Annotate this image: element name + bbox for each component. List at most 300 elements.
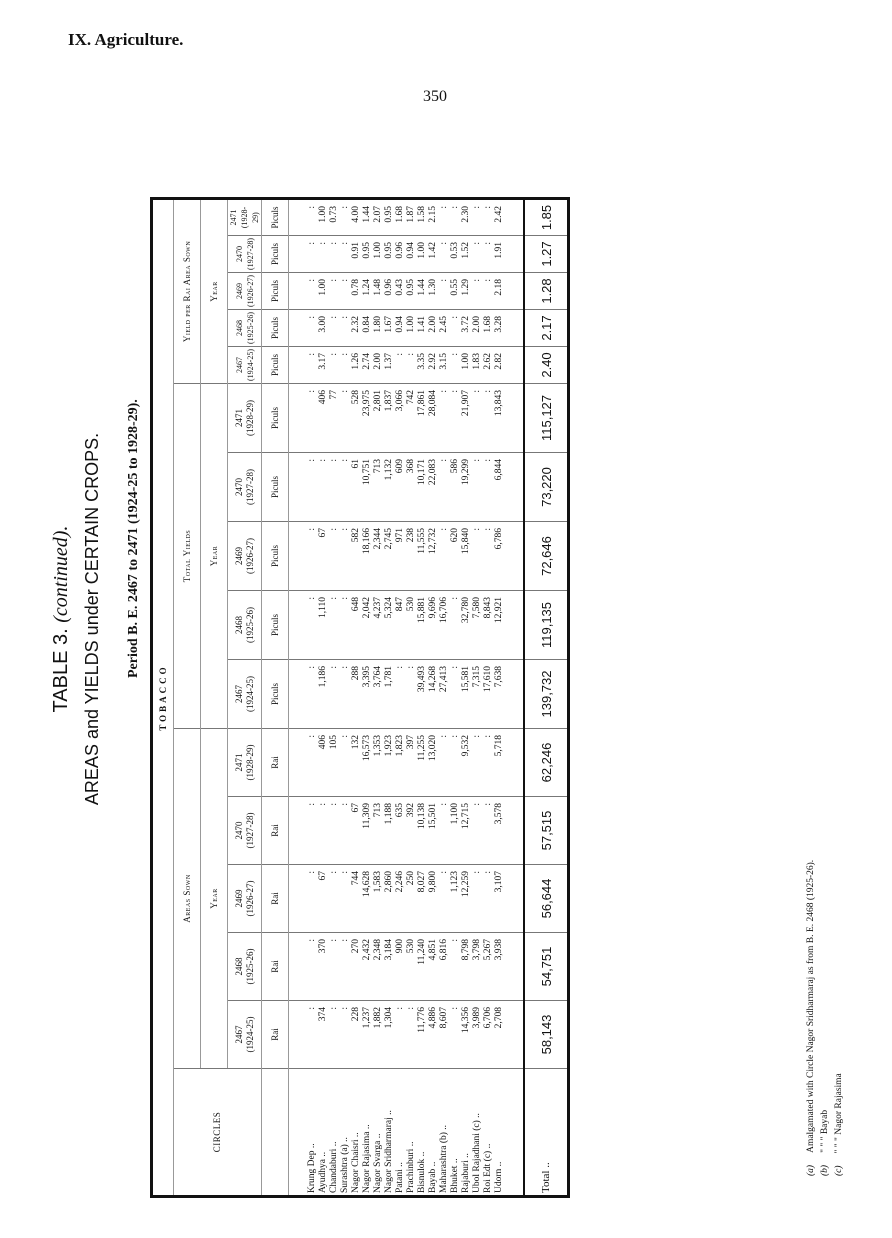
total-area: 58,143	[524, 1001, 569, 1069]
ypr-value: 1.00	[318, 199, 329, 236]
ypr-value: 0.95	[362, 236, 373, 273]
ypr-value: 1.67	[384, 310, 395, 347]
yield-value: 847	[395, 591, 406, 660]
ypr-value: 1.80	[373, 310, 384, 347]
yield-value: 1,132	[384, 453, 395, 522]
area-value: 3,798	[472, 933, 483, 1001]
year-range: (1926-27)	[244, 538, 255, 574]
yield-value: 2,344	[373, 522, 384, 591]
area-value: :	[329, 933, 340, 1001]
yield-value: 77	[329, 384, 340, 453]
yield-value: 10,171	[417, 453, 428, 522]
table-row	[417, 199, 428, 1197]
yield-value: 2,042	[362, 591, 373, 660]
ypr-value: 4.00	[351, 199, 362, 236]
yields-year-2468	[228, 591, 262, 660]
ypr-value: :	[329, 236, 340, 273]
circle-name: Nagor Sridharmaraj ..	[384, 1069, 395, 1197]
yield-value: 2,801	[373, 384, 384, 453]
ypr-value: :	[450, 347, 461, 384]
spacer-cell	[505, 660, 524, 729]
year-be: 2469	[233, 547, 244, 565]
yields-year-2467	[228, 660, 262, 729]
ypr-value: 0.94	[406, 236, 417, 273]
yield-value: 39,493	[417, 660, 428, 729]
yield-value: 528	[351, 384, 362, 453]
unit-blank	[262, 1069, 289, 1197]
unit-rai: Rai	[262, 729, 289, 797]
area-value: 2,348	[373, 933, 384, 1001]
yield-value: :	[450, 384, 461, 453]
yield-value: :	[472, 384, 483, 453]
ypr-value: 1.00	[318, 273, 329, 310]
area-value: 1,188	[384, 797, 395, 865]
footnote-mark: (c)	[834, 1165, 844, 1176]
yield-value: :	[439, 522, 450, 591]
year-header-row	[228, 199, 262, 1197]
footnote-text: Amalgamated with Circle Nagor Sridharmaraj as from B. E. 2468 (1925-26).	[806, 859, 816, 1153]
unit-rai: Rai	[262, 1001, 289, 1069]
yield-value: 15,840	[461, 522, 472, 591]
area-value: 1,823	[395, 729, 406, 797]
area-value: 1,237	[362, 1001, 373, 1069]
ypr-value: 0.55	[450, 273, 461, 310]
spacer-cell	[289, 1001, 308, 1069]
area-value: :	[340, 933, 351, 1001]
yield-value: 22,083	[428, 453, 439, 522]
yield-value: 609	[395, 453, 406, 522]
ypr-value: 1.41	[417, 310, 428, 347]
yield-value: 288	[351, 660, 362, 729]
ypr-value: 1.37	[384, 347, 395, 384]
area-value: 14,356	[461, 1001, 472, 1069]
table-continued: (continued).	[50, 525, 72, 623]
area-value: :	[340, 865, 351, 933]
yield-value: 14,268	[428, 660, 439, 729]
year-be: 2467	[233, 1025, 244, 1044]
area-value: 105	[329, 729, 340, 797]
ypr-value: :	[318, 236, 329, 273]
yield-value: 19,299	[461, 453, 472, 522]
year-range: (1925-26)	[244, 607, 255, 643]
table-row	[373, 199, 384, 1197]
ypr-value: 0.73	[329, 199, 340, 236]
ypr-year-header: Year	[201, 199, 228, 384]
circle-name: Ayudhya ..	[318, 1069, 329, 1197]
yield-value: :	[340, 384, 351, 453]
ypr-value: :	[340, 347, 351, 384]
ypr-value: :	[439, 236, 450, 273]
circle-name: Prachinburi ..	[406, 1069, 417, 1197]
ypr-value: 2.30	[461, 199, 472, 236]
area-value: 530	[406, 933, 417, 1001]
yield-per-rai-header: Yield per Rai Area Sown	[174, 199, 201, 384]
area-value: 10,138	[417, 797, 428, 865]
yield-value: :	[329, 591, 340, 660]
yield-value: 67	[318, 522, 329, 591]
year-be: 2470	[233, 821, 244, 840]
spacer-cell	[289, 310, 308, 347]
yield-value: 12,732	[428, 522, 439, 591]
area-value: 3,989	[472, 1001, 483, 1069]
ypr-value: :	[307, 236, 318, 273]
ypr-value: 3.00	[318, 310, 329, 347]
ypr-value: 2.42	[494, 199, 505, 236]
unit-piculs: Piculs	[262, 591, 289, 660]
yield-value: 6,844	[494, 453, 505, 522]
spacer-cell	[505, 384, 524, 453]
areas-year-2470	[228, 797, 262, 865]
yield-value: 27,413	[439, 660, 450, 729]
ypr-value: 3.72	[461, 310, 472, 347]
total-yield: 115,127	[524, 384, 569, 453]
area-value: :	[340, 729, 351, 797]
area-value: 6,706	[483, 1001, 494, 1069]
area-value: :	[439, 797, 450, 865]
spacer-cell	[505, 933, 524, 1001]
year-range: (1927-28)	[244, 812, 255, 849]
ypr-value: :	[307, 310, 318, 347]
spacer-cell	[505, 591, 524, 660]
yield-value: 713	[373, 453, 384, 522]
circle-name: Ubol Rajadhani (c) ..	[472, 1069, 483, 1197]
ypr-value: 3.28	[494, 310, 505, 347]
total-yield: 139,732	[524, 660, 569, 729]
yield-value: :	[483, 384, 494, 453]
ypr-value: 0.78	[351, 273, 362, 310]
area-value: 132	[351, 729, 362, 797]
ypr-value: :	[406, 347, 417, 384]
total-area: 56,644	[524, 865, 569, 933]
unit-piculs: Piculs	[262, 347, 289, 384]
spacer-cell	[505, 236, 524, 273]
yield-value: 1,837	[384, 384, 395, 453]
yield-value: :	[472, 522, 483, 591]
ypr-value: 2.00	[428, 310, 439, 347]
footnote-mark: (b)	[820, 1164, 830, 1176]
unit-rai: Rai	[262, 933, 289, 1001]
circle-name: Udorn ..	[494, 1069, 505, 1197]
year-range: (1925-26)	[244, 948, 255, 985]
yield-value: 11,555	[417, 522, 428, 591]
area-value: 1,583	[373, 865, 384, 933]
yield-value: :	[307, 660, 318, 729]
yield-value: 4,237	[373, 591, 384, 660]
area-value: :	[395, 1001, 406, 1069]
areas-year-header: Year	[201, 729, 228, 1069]
yield-value: :	[340, 660, 351, 729]
ypr-value: :	[450, 310, 461, 347]
table-row	[351, 199, 362, 1197]
yield-value: 9,696	[428, 591, 439, 660]
total-row	[524, 199, 569, 1197]
year-be: 2469	[233, 889, 244, 908]
table-row	[461, 199, 472, 1197]
tobacco-table	[150, 197, 570, 1198]
ypr-value: :	[439, 199, 450, 236]
yield-value: :	[406, 660, 417, 729]
year-be: 2468	[233, 957, 244, 976]
area-value: :	[340, 797, 351, 865]
area-value: :	[483, 797, 494, 865]
area-value: 1,123	[450, 865, 461, 933]
area-value: 1,100	[450, 797, 461, 865]
area-value: 15,501	[428, 797, 439, 865]
ypr-value: 2.92	[428, 347, 439, 384]
area-value: :	[439, 865, 450, 933]
yield-value: :	[307, 384, 318, 453]
total-area: 54,751	[524, 933, 569, 1001]
yield-value: 5,324	[384, 591, 395, 660]
spacer-cell	[505, 1069, 524, 1197]
ypr-year-2468: 2468 (1925-26)	[228, 310, 262, 347]
area-value: 67	[318, 865, 329, 933]
spacer-cell	[505, 522, 524, 591]
yield-value: 6,786	[494, 522, 505, 591]
area-value: :	[472, 865, 483, 933]
spacer-cell	[289, 199, 308, 236]
table-row	[439, 199, 450, 1197]
area-value: :	[307, 1001, 318, 1069]
yields-year-2471	[228, 384, 262, 453]
spacer-cell	[289, 273, 308, 310]
ypr-value: 1.00	[461, 347, 472, 384]
table-subtitle: AREAS and YIELDS under CERTAIN CROPS.	[82, 432, 102, 806]
areas-year-2471	[228, 729, 262, 797]
ypr-value: 2.32	[351, 310, 362, 347]
yield-value: 7,315	[472, 660, 483, 729]
unit-rai: Rai	[262, 797, 289, 865]
yield-value: 15,881	[417, 591, 428, 660]
yield-value: :	[307, 522, 318, 591]
ypr-value: 1.87	[406, 199, 417, 236]
spacer-cell	[289, 1069, 308, 1197]
year-range: (1926-27)	[244, 880, 255, 917]
yield-value: 10,751	[362, 453, 373, 522]
spacer-cell	[505, 310, 524, 347]
ypr-value: 1.00	[406, 310, 417, 347]
area-value: 3,107	[494, 865, 505, 933]
spacer-cell	[289, 933, 308, 1001]
footnote-text: " " " Bayab	[820, 1109, 830, 1153]
area-value: 900	[395, 933, 406, 1001]
yields-year-2469	[228, 522, 262, 591]
area-value: 1,882	[373, 1001, 384, 1069]
yields-year-header: Year	[201, 384, 228, 729]
spacer-cell	[289, 236, 308, 273]
ypr-value: 3.35	[417, 347, 428, 384]
yield-value: 3,395	[362, 660, 373, 729]
ypr-value: 1.91	[494, 236, 505, 273]
yield-value: 3,764	[373, 660, 384, 729]
unit-piculs: Piculs	[262, 453, 289, 522]
ypr-value: :	[439, 273, 450, 310]
ypr-value: 0.95	[384, 236, 395, 273]
area-value: 406	[318, 729, 329, 797]
ypr-value: :	[450, 199, 461, 236]
yield-value: :	[483, 522, 494, 591]
ypr-value: 0.53	[450, 236, 461, 273]
ypr-value: 1.44	[417, 273, 428, 310]
area-value: 12,715	[461, 797, 472, 865]
yield-value: 3,066	[395, 384, 406, 453]
yield-value: 742	[406, 384, 417, 453]
table-row	[318, 199, 329, 1197]
circles-header: CIRCLES	[174, 1069, 262, 1197]
area-value: 8,027	[417, 865, 428, 933]
area-value: 3,578	[494, 797, 505, 865]
ypr-value: 2.74	[362, 347, 373, 384]
spacer-cell	[505, 199, 524, 236]
year-be: 2470	[233, 478, 244, 496]
area-value: 3,938	[494, 933, 505, 1001]
spacer-cell	[289, 453, 308, 522]
area-value: 4,886	[428, 1001, 439, 1069]
yield-value: 7,638	[494, 660, 505, 729]
area-value: :	[406, 1001, 417, 1069]
areas-year-2469	[228, 865, 262, 933]
yield-value: :	[450, 591, 461, 660]
spacer-cell	[289, 384, 308, 453]
footnote	[806, 860, 816, 1176]
unit-piculs: Piculs	[262, 660, 289, 729]
spacer-cell	[505, 453, 524, 522]
circle-name: Patani ..	[395, 1069, 406, 1197]
area-value: 374	[318, 1001, 329, 1069]
area-value: :	[307, 729, 318, 797]
ypr-value: 2.15	[428, 199, 439, 236]
area-value: 11,309	[362, 797, 373, 865]
yield-value: 586	[450, 453, 461, 522]
area-value: 228	[351, 1001, 362, 1069]
table-row	[384, 199, 395, 1197]
area-value: 2,708	[494, 1001, 505, 1069]
ypr-value: 1.30	[428, 273, 439, 310]
circle-name: Bisnulok ..	[417, 1069, 428, 1197]
area-value: 11,240	[417, 933, 428, 1001]
table-row	[483, 199, 494, 1197]
area-value: :	[472, 797, 483, 865]
area-value: 11,776	[417, 1001, 428, 1069]
ypr-year-2471: 2471 (1928-29)	[228, 199, 262, 236]
ypr-value: 0.95	[384, 199, 395, 236]
spacer-cell	[505, 347, 524, 384]
unit-piculs: Piculs	[262, 310, 289, 347]
total-yields-header: Total Yields	[174, 384, 201, 729]
table-row	[450, 199, 461, 1197]
footnote-text: " " " Nagor Rajasima	[834, 1073, 844, 1154]
yield-value: 620	[450, 522, 461, 591]
unit-piculs: Piculs	[262, 384, 289, 453]
ypr-value: 0.91	[351, 236, 362, 273]
yield-value: 1,186	[318, 660, 329, 729]
ypr-value: :	[483, 273, 494, 310]
ypr-value: 2.62	[483, 347, 494, 384]
year-be: 2471	[233, 409, 244, 427]
ypr-value: :	[340, 310, 351, 347]
total-yield: 72,646	[524, 522, 569, 591]
area-value: :	[329, 865, 340, 933]
total-ypr: 1.28	[524, 273, 569, 310]
table-row	[494, 199, 505, 1197]
total-yield: 73,220	[524, 453, 569, 522]
total-area: 62,246	[524, 729, 569, 797]
ypr-value: 1.44	[362, 199, 373, 236]
table-row	[406, 199, 417, 1197]
yield-value: 12,921	[494, 591, 505, 660]
ypr-value: 2.18	[494, 273, 505, 310]
area-value: 370	[318, 933, 329, 1001]
yields-year-2470	[228, 453, 262, 522]
yield-value: :	[307, 591, 318, 660]
circle-name: Surashtra (a) ..	[340, 1069, 351, 1197]
unit-rai: Rai	[262, 865, 289, 933]
ypr-value: 3.17	[318, 347, 329, 384]
total-ypr: 1.85	[524, 199, 569, 236]
ypr-value: :	[307, 347, 318, 384]
ypr-value: 2.00	[373, 347, 384, 384]
ypr-value: :	[307, 273, 318, 310]
yield-value: :	[340, 522, 351, 591]
unit-header-row	[262, 199, 289, 1197]
ypr-year-2469: 2469 (1926-27)	[228, 273, 262, 310]
area-value: :	[340, 1001, 351, 1069]
year-be: 2467	[233, 685, 244, 703]
yield-value: 582	[351, 522, 362, 591]
area-value: :	[329, 797, 340, 865]
table-body	[289, 199, 569, 1197]
area-value: :	[307, 797, 318, 865]
yield-value: 28,084	[428, 384, 439, 453]
area-value: 2,860	[384, 865, 395, 933]
ypr-value: 0.94	[395, 310, 406, 347]
year-range: (1924-25)	[244, 676, 255, 712]
year-range: (1928-29)	[244, 744, 255, 781]
areas-sown-header: Areas Sown	[174, 729, 201, 1069]
area-value: 5,267	[483, 933, 494, 1001]
year-be: 2471	[233, 753, 244, 772]
area-value: :	[450, 933, 461, 1001]
ypr-value: 1.52	[461, 236, 472, 273]
yield-value: 17,861	[417, 384, 428, 453]
yield-value: 21,907	[461, 384, 472, 453]
spacer-cell	[505, 865, 524, 933]
yield-value: 648	[351, 591, 362, 660]
area-value: 5,718	[494, 729, 505, 797]
spacer-row	[289, 199, 308, 1197]
yield-value: :	[340, 591, 351, 660]
area-value: :	[318, 797, 329, 865]
area-value: :	[329, 1001, 340, 1069]
table-row	[362, 199, 373, 1197]
yield-value: :	[439, 384, 450, 453]
ypr-value: 1.42	[428, 236, 439, 273]
table-row	[329, 199, 340, 1197]
ypr-year-2470: 2470 (1927-28)	[228, 236, 262, 273]
yield-value: 15,581	[461, 660, 472, 729]
area-value: 250	[406, 865, 417, 933]
yield-value: 971	[395, 522, 406, 591]
area-value: :	[483, 729, 494, 797]
area-value: 397	[406, 729, 417, 797]
section-header: IX. Agriculture.	[68, 30, 184, 49]
table-number: TABLE 3.	[50, 628, 72, 713]
yield-value: :	[318, 453, 329, 522]
area-value: 1,923	[384, 729, 395, 797]
spacer-cell	[289, 729, 308, 797]
ypr-value: :	[483, 236, 494, 273]
circle-name: Nagor Rajasima ..	[362, 1069, 373, 1197]
